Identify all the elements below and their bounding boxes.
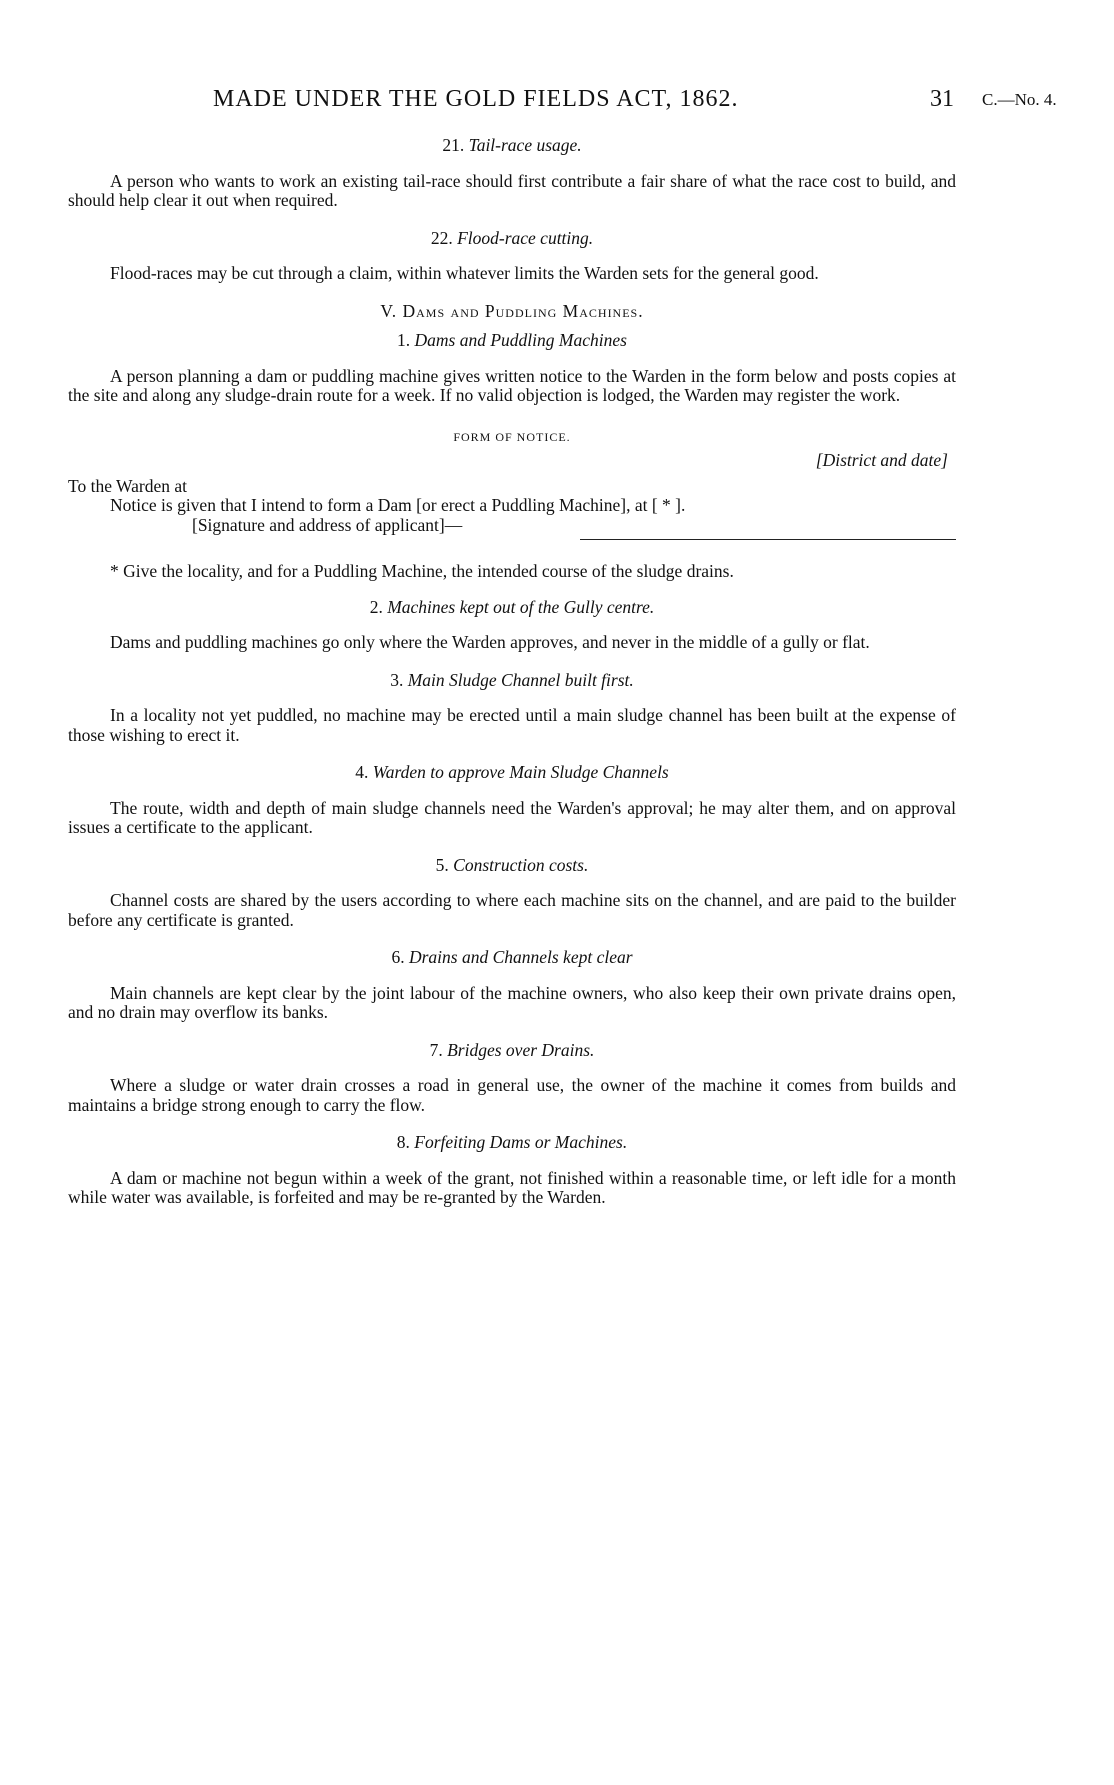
section-7-text: Where a sludge or water drain crosses a road in general use, the owner of the machine it comes from builds and maintains a bridge strong enough to carry the flow. xyxy=(68,1075,956,1115)
section-8-text: A dam or machine not begun within a week of the grant, not finished within a reasonable time, or left idle for a month while water was available, is forfeited and may be re-granted by the Warden. xyxy=(68,1167,956,1207)
section-title: Forfeiting Dams or Machines. xyxy=(414,1132,628,1152)
section-7-heading xyxy=(68,1041,956,1061)
section-8-heading xyxy=(68,1133,956,1153)
section-2-heading xyxy=(68,598,956,618)
form-footnote: * Give the locality, and for a Puddling Machine, the intended course of the sludge drains. xyxy=(110,561,734,581)
section-title: Flood-race cutting. xyxy=(457,227,594,248)
part-v-heading: V. Dams and Puddling Machines. xyxy=(380,300,644,321)
section-number: 4. xyxy=(355,762,369,782)
section-title: Bridges over Drains. xyxy=(447,1039,595,1060)
section-1-heading xyxy=(68,331,956,351)
page-header xyxy=(0,86,1114,120)
section-5-heading xyxy=(68,856,956,876)
section-number: 8. xyxy=(396,1132,410,1152)
signature-rule xyxy=(580,539,956,540)
section-title: Warden to approve Main Sludge Channels xyxy=(372,762,669,782)
section-1-text: A person planning a dam or puddling machine gives written notice to the Warden in the form below and posts copies at the site and along any sludge-drain route for a week. If no valid objection is lodged, the Warden may register the work. xyxy=(68,365,956,405)
section-number: 3. xyxy=(390,669,404,690)
section-3-text: In a locality not yet puddled, no machine may be erected until a main sludge channel has been built at the expense of those wishing to erect it. xyxy=(68,705,956,745)
section-22-text: Flood-races may be cut through a claim, within whatever limits the Warden sets for the general good. xyxy=(110,263,819,283)
section-title: Tail-race usage. xyxy=(468,135,582,155)
section-5-text: Channel costs are shared by the users according to where each machine sits on the channel, and are paid to the builder before any certificate is granted. xyxy=(68,890,956,930)
section-22-heading xyxy=(68,229,956,249)
section-title: Construction costs. xyxy=(453,854,589,875)
running-title: MADE UNDER THE GOLD FIELDS ACT, 1862. xyxy=(213,86,739,112)
form-signature-line: [Signature and address of applicant]— xyxy=(192,514,463,535)
section-number: 7. xyxy=(429,1039,443,1060)
section-3-heading xyxy=(68,671,956,691)
page-number: 31 xyxy=(930,86,954,112)
section-number: 1. xyxy=(397,330,411,350)
form-caption: FORM OF NOTICE. xyxy=(453,429,571,444)
section-title: Main Sludge Channel built first. xyxy=(407,669,634,690)
form-date-line: [District and date] xyxy=(815,450,948,470)
form-notice-line: Notice is given that I intend to form a Dam [or erect a Puddling Machine], at [ * ]. xyxy=(110,495,686,515)
page-body xyxy=(68,136,956,1226)
section-6-text: Main channels are kept clear by the joint labour of the machine owners, who also keep their own private drains open, and no drain may overflow its banks. xyxy=(68,982,956,1022)
section-number: 2. xyxy=(369,596,383,617)
section-21-heading xyxy=(68,136,956,156)
section-title: Dams and Puddling Machines xyxy=(414,330,627,350)
section-4-heading xyxy=(68,763,956,783)
section-number: 6. xyxy=(391,947,405,967)
section-title: Machines kept out of the Gully centre. xyxy=(387,596,655,617)
section-number: 5. xyxy=(435,854,449,875)
section-number: 21. xyxy=(442,135,465,155)
form-to-line: To the Warden at xyxy=(68,475,188,496)
paper-reference: C.—No. 4. xyxy=(982,90,1057,109)
section-4-text: The route, width and depth of main sludge channels need the Warden's approval; he may alter them, and on approval issues a certificate to the applicant. xyxy=(68,797,956,837)
section-2-text: Dams and puddling machines go only where the Warden approves, and never in the middle of a gully or flat. xyxy=(110,632,870,652)
section-title: Drains and Channels kept clear xyxy=(408,947,633,967)
section-number: 22. xyxy=(430,227,453,248)
section-6-heading xyxy=(68,948,956,968)
section-21-text: A person who wants to work an existing tail-race should first contribute a fair share of what the race cost to build, and should help clear it out when required. xyxy=(68,170,956,210)
